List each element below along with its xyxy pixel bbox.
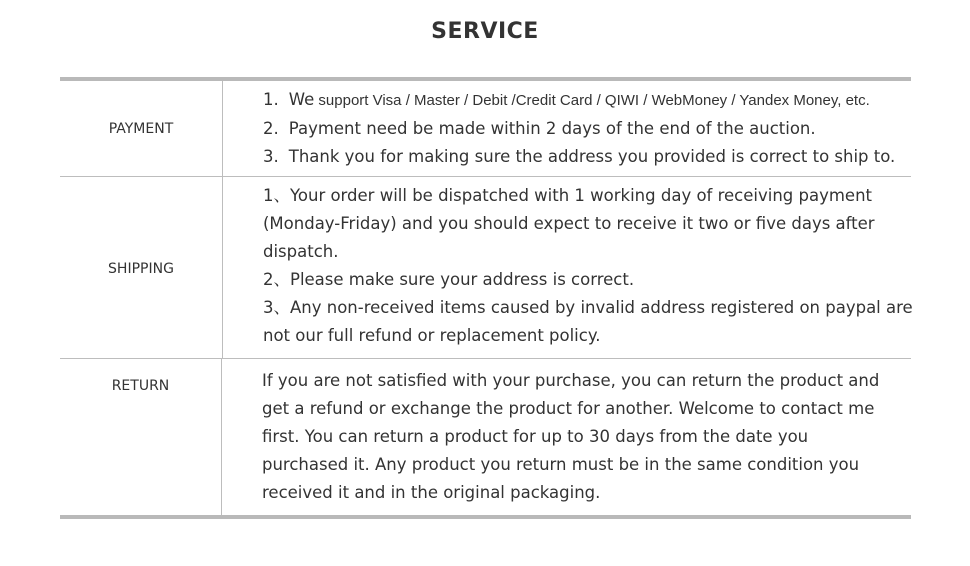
payment-item-1 [263,86,911,115]
shipping-label: SHIPPING [60,177,223,358]
return-line: purchased it. Any product you return must be in the same condition you [262,455,860,474]
payment-item-2-number: 2. [263,119,279,138]
payment-item-3-number: 3. [263,147,279,166]
payment-label: PAYMENT [60,81,223,176]
return-line: If you are not satisfied with your purchase, you can return the product and [262,371,880,390]
shipping-line: 1、Your order will be dispatched with 1 working day of receiving payment [263,186,873,205]
shipping-line: not our full refund or replacement policy. [263,326,601,345]
payment-item-3-text: Thank you for making sure the address you provided is correct to ship to. [288,147,896,166]
page-title: SERVICE [431,19,539,44]
payment-item-1-lead: We [288,90,315,109]
shipping-row [60,176,911,358]
return-row [60,358,911,515]
payment-item-3 [263,143,911,171]
return-line: received it and in the original packaging. [262,483,601,502]
shipping-content [223,177,913,358]
shipping-line: dispatch. [263,242,339,261]
payment-item-2 [263,115,911,143]
return-line: get a refund or exchange the product for another. Welcome to contact me [262,399,875,418]
service-table [60,77,911,519]
return-content [222,359,911,515]
payment-item-2-text: Payment need be made within 2 days of the end of the auction. [288,119,816,138]
shipping-line: (Monday-Friday) and you should expect to receive it two or five days after [263,214,875,233]
return-label: RETURN [60,359,222,515]
payment-content [223,81,911,176]
payment-item-1-text: support Visa / Master / Debit /Credit Card / QIWI / WebMoney / Yandex Money, etc. [314,92,870,109]
shipping-line: 3、Any non-received items caused by invalid address registered on paypal are [263,298,913,317]
payment-row [60,81,911,176]
payment-item-1-number: 1. [263,90,279,109]
return-line: first. You can return a product for up to 30 days from the date you [262,427,809,446]
shipping-line: 2、Please make sure your address is correct. [263,270,635,289]
